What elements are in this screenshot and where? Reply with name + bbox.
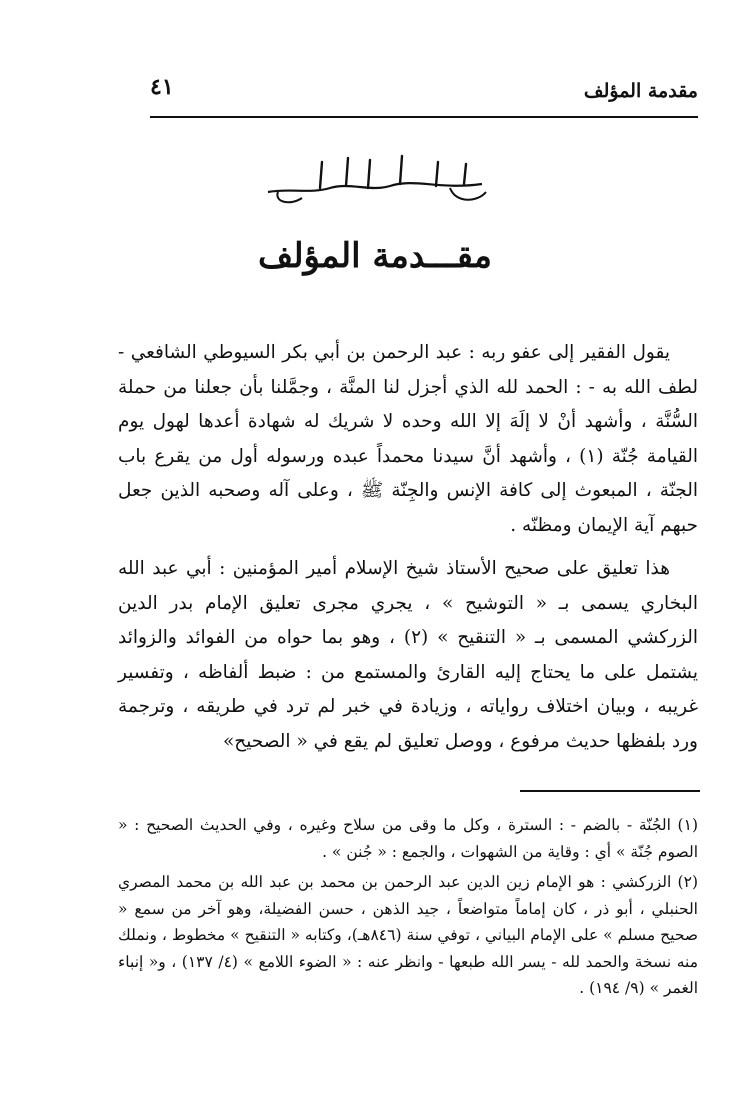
page-header <box>150 72 698 118</box>
footnotes <box>118 812 698 1006</box>
footnote-1: (١) الجُنّة - بالضم - : السترة ، وكل ما وقى من سلاح وغيره ، وفي الحديث الصحيح : « الصوم جُنّة » أي : وقاية من الشهوات ، والجمع : « جُنن » . <box>118 816 698 861</box>
chapter-title: مقـــدمة المؤلف <box>258 236 492 276</box>
running-title: مقدمة المؤلف <box>583 80 698 102</box>
paragraph: هذا تعليق على صحيح الأستاذ شيخ الإسلام أمير المؤمنين : أبي عبد الله البخاري يسمى بـ « التوشيح » ، يجري مجرى تعليق الإمام بدر الدين الزركشي المسمى بـ « التنقيح » (٢) ، وهو بما حواه من الفوائد والزوائد يشتمل على ما يحتاج إليه القارئ والمستمع من : ضبط ألفاظه ، وتفسير غريبه ، وبيان اختلاف رواياته ، وزيادة في خبر لم ترد في طريقه ، وترجمة ورد بلفظها حديث مرفوع ، ووصل تعليق لم يقع في « الصحيح» <box>118 558 698 752</box>
paragraph: يقول الفقير إلى عفو ربه : عبد الرحمن بن أبي بكر السيوطي الشافعي - لطف الله به - : الحمد لله الذي أجزل لنا المنَّة ، وجمَّلنا بأن جعلنا من حملة السُّنَّة ، وأشهد أنْ لا إلَهَ إلا الله وحده لا شريك له شهادة أعدها لهول يوم القيامة جُنّة (١) ، وأشهد أنَّ سيدنا محمداً عبده ورسوله أول من يقرع باب الجنّة ، المبعوث إلى كافة الإنس والجِنّة ﷺ ، وعلى آله وصحبه الذين جعل حبهم آية الإيمان ومظنّه . <box>118 342 698 536</box>
main-text <box>118 336 698 768</box>
footnote-2: (٢) الزركشي : هو الإمام زين الدين عبد الرحمن بن محمد بن عبد الله بن محمد المصري الحنبلي ، أبو ذر ، كان إماماً متواضعاً ، جيد الذهن ، حسن الفضيلة، وهو آخر من سمع « صحيح مسلم » على الإمام البياني ، توفي سنة (٨٤٦هـ)، وكتابه « التنقيح » مخطوط ، ونملك منه نسخة والحمد لله - يسر الله طبعها - وانظر عنه : « الضوء اللامع » (٤/ ١٣٧) ، و« إنباء الغمر » (٩/ ١٩٤) . <box>118 873 699 997</box>
footnote-separator <box>520 790 700 792</box>
page-number: ٤١ <box>150 74 174 100</box>
